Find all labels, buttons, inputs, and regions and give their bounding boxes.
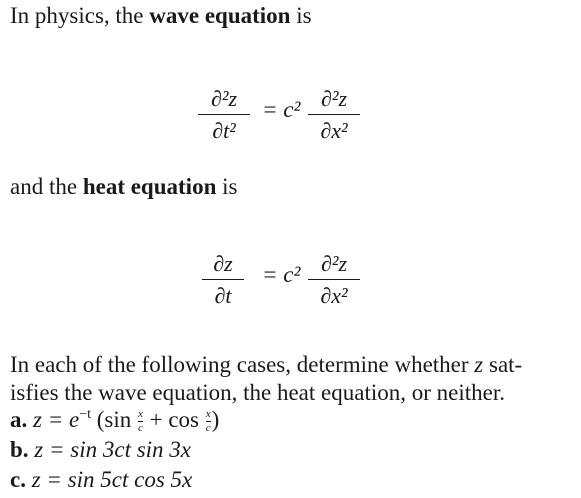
variable-z: z [34, 437, 44, 462]
item-a-eq: = e [47, 407, 80, 432]
wave-equals: = c² [262, 97, 301, 122]
intro-prefix: In physics, the [10, 3, 150, 28]
variable-z: z [31, 467, 41, 492]
wave-rhs-numerator: ∂²z [320, 86, 348, 111]
question-text: In each of the following cases, determine whether [10, 352, 475, 377]
fraction-bar [202, 279, 244, 280]
item-a-frac-1 [138, 409, 143, 434]
heat-lhs-fraction [202, 253, 244, 307]
item-label: a. [10, 407, 28, 432]
frac-num: x [137, 408, 143, 421]
wave-rhs-fraction [308, 88, 360, 142]
variable-z: z [33, 407, 42, 432]
fraction-bar [308, 279, 360, 280]
heat-equals: = c² [262, 262, 301, 287]
wave-lhs-numerator: ∂²z [210, 86, 238, 111]
wave-rhs-denominator: ∂x² [320, 118, 348, 144]
variable-z: z [474, 352, 484, 377]
item-a-open: (sin [90, 407, 137, 432]
item-a [10, 408, 219, 434]
item-b-expr: = sin 3ct sin 3x [49, 437, 192, 462]
item-a-frac-2 [206, 409, 211, 434]
frac-num: x [205, 408, 211, 421]
heat-lhs-numerator: ∂z [213, 251, 233, 276]
item-c-expr: = sin 5ct cos 5x [46, 467, 193, 492]
wave-lhs-fraction [198, 88, 250, 142]
heat-rhs-fraction [308, 253, 360, 307]
wave-equation-term: wave equation [149, 3, 291, 28]
question-line-2: isfies the wave equation, the heat equation, or neither. [10, 380, 505, 405]
question-line-1 [10, 353, 522, 376]
item-c [10, 468, 192, 491]
connector-prefix: and the [10, 174, 83, 199]
wave-lhs-denominator: ∂t² [212, 118, 236, 144]
heat-rhs-denominator: ∂x² [320, 283, 348, 309]
question-text-end: sat- [483, 352, 523, 377]
item-b [10, 438, 191, 461]
connector-text [10, 175, 237, 198]
intro-suffix: is [290, 3, 312, 28]
item-a-exponent: −t [79, 407, 91, 422]
item-a-close: ) [211, 407, 220, 432]
frac-den: c [137, 422, 143, 435]
fraction-bar [308, 114, 360, 115]
heat-lhs-denominator: ∂t [214, 283, 232, 309]
item-label: b. [10, 437, 29, 462]
connector-suffix: is [216, 174, 238, 199]
frac-den: c [205, 422, 211, 435]
heat-rhs-numerator: ∂²z [320, 251, 348, 276]
heat-equation-term: heat equation [82, 174, 217, 199]
intro-text [10, 4, 312, 27]
item-a-plus: + cos [143, 407, 205, 432]
fraction-bar [198, 114, 250, 115]
item-label: c. [10, 467, 26, 492]
